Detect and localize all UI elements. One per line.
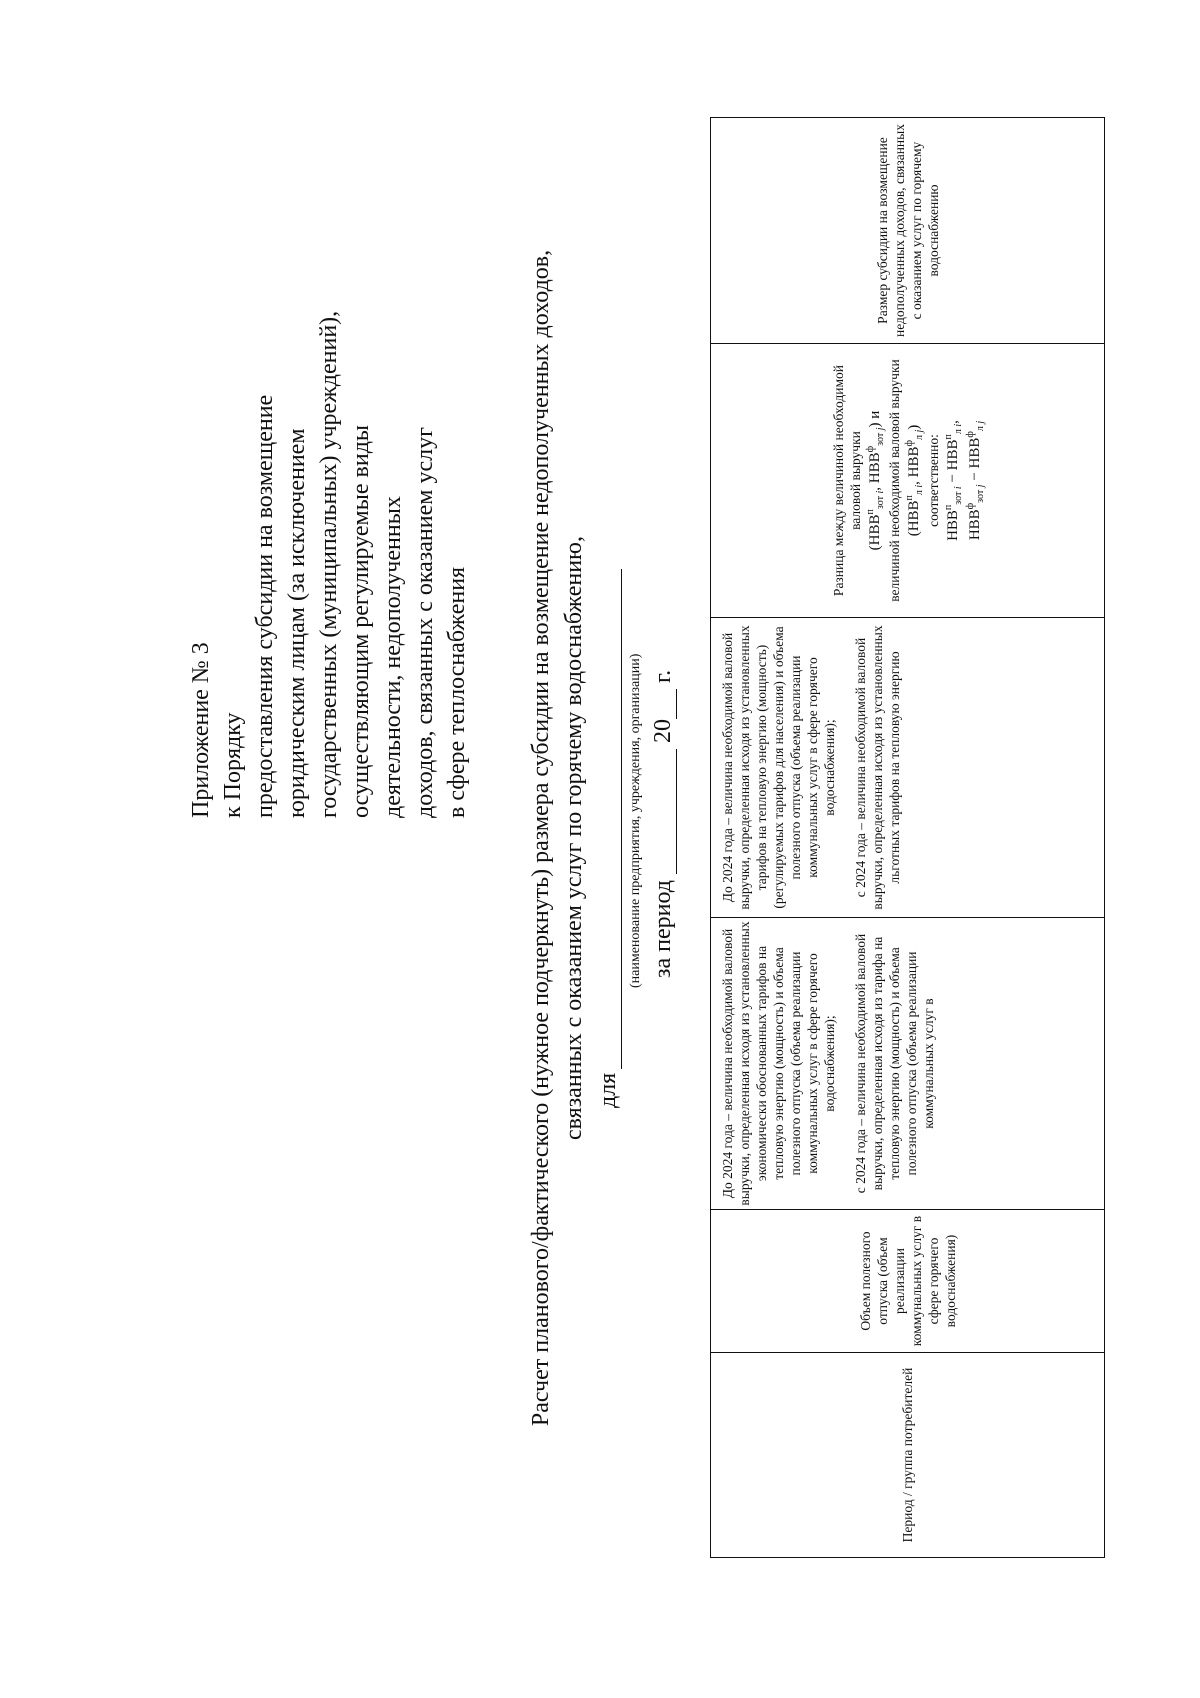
header-revenue-difference <box>711 344 1105 618</box>
appendix-line: предоставления субсидии на возмещение <box>252 394 278 818</box>
appendix-line: Приложение № 3 <box>188 642 214 818</box>
header-period-group: Период / группа потребителей <box>711 1353 1105 1558</box>
for-prefix: для <box>595 1072 621 1108</box>
period-blank <box>656 749 677 874</box>
formula-difference-fact: $НВВ^ф_{зот j} - НВВ^ф_{л j}$ <box>964 420 986 541</box>
period-suffix: г. <box>650 669 676 683</box>
header-regulated-revenue-before-2024: До 2024 года – величина необходимой валовой выручки, определенная исходя из установленных тарифов на тепловую энергию (мощность) (регулируемых тарифов для населения) и объема полезного отпуска (объема реализации коммунальных услуг в сфере горячего водоснабжения); <box>720 625 837 910</box>
table-header-row <box>711 118 1105 1558</box>
organization-note: (наименование предприятия, учреждения, организации) <box>628 653 643 988</box>
period-line <box>650 670 677 978</box>
difference-mid: величиной необходимой валовой выручки <box>886 359 902 602</box>
difference-respectively: соответственно: <box>925 434 941 527</box>
appendix-line: в сфере теплоснабжения <box>444 566 470 818</box>
formula-fact: ($НВВ^п_{л i}$, $НВВ^ф_{л j}$) <box>903 424 925 537</box>
formula-difference-plan: $НВВ^п_{зот i} - НВВ^п_{л i}$, <box>942 420 964 541</box>
header-volume: Объем полезного отпуска (объем реализации коммунальных услуг в сфере горячего водоснабжения) <box>711 1210 1105 1353</box>
document-title <box>525 118 591 1558</box>
title-line-1: Расчет планового/фактического (нужное подчеркнуть) размера субсидии на возмещение недополученных доходов, <box>528 249 554 1427</box>
period-prefix: за период <box>650 880 676 978</box>
difference-intro: Разница между величиной необходимой валовой выручки <box>830 364 863 597</box>
appendix-line: осуществляющим регулируемые виды <box>348 424 374 818</box>
organization-blank <box>601 569 622 1069</box>
appendix-line: юридическим лицам (за исключением <box>284 428 310 818</box>
appendix-line: деятельности, недополученных <box>380 496 406 818</box>
formula-plan: ($НВВ^п_{зот i}$, $НВВ^ф_{зот j}$) и <box>864 410 886 551</box>
header-subsidy-amount: Размер субсидии на возмещение недополученных доходов, связанных с оказанием услуг по горячему водоснабжению <box>711 118 1105 344</box>
header-regulated-revenue <box>711 618 1105 918</box>
period-year-prefix: 20 <box>650 719 676 743</box>
header-regulated-revenue-from-2024: с 2024 года – величина необходимой валовой выручки, определенная исходя из установленных льготных тарифов на тепловую энергию <box>853 625 902 910</box>
appendix-line: к Порядку <box>220 712 246 818</box>
title-line-2: связанных с оказанием услуг по горячему водоснабжению, <box>561 536 587 1141</box>
header-economic-revenue-before-2024: До 2024 года – величина необходимой валовой выручки, определенная исходя из установленных экономически обоснованных тарифов на тепловую энергию (мощность) и объема полезного отпуска (объема реализации коммунальных услуг в сфере горячего водоснабжения); <box>720 921 837 1206</box>
subsidy-table <box>710 117 1105 1558</box>
header-economic-revenue-from-2024: с 2024 года – величина необходимой валовой выручки, определенная исходя из тарифа на тепловую энергию (мощность) и объема полезного отпуска (объема реализации коммунальных услуг в <box>853 933 936 1194</box>
difference-and: и <box>866 410 883 419</box>
header-economic-revenue <box>711 918 1105 1210</box>
appendix-line: государственных (муниципальных) учреждений), <box>316 310 342 818</box>
year-blank <box>656 689 677 719</box>
appendix-header <box>185 258 473 818</box>
organization-line <box>595 548 622 1108</box>
appendix-line: доходов, связанных с оказанием услуг <box>412 427 438 818</box>
